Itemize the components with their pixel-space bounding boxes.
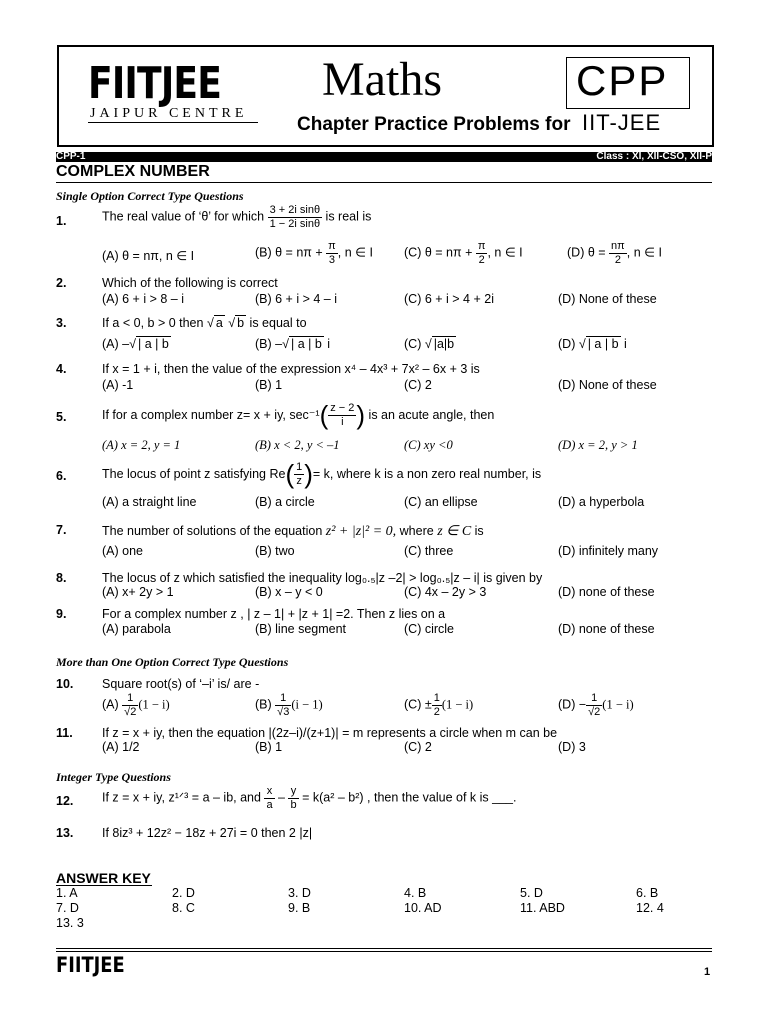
q6-number: 6. — [56, 469, 67, 483]
q11-text: If z = x + iy, then the equation |(2z–i)/(z+1)| = m represents a circle when m can be — [102, 726, 558, 740]
q6-option-d: (D) a hyperbola — [558, 495, 645, 509]
footer-rule-thin — [56, 951, 712, 952]
centre-label: JAIPUR CENTRE — [90, 106, 248, 121]
q12-text: If z = x + iy, z¹ᐟ³ = a – ib, and $\frac{x}{a}$ – $\frac{y}{b}$ = k(a² – b²) , then the value of k is ___. — [102, 785, 517, 811]
cpp-tag: CPP — [576, 57, 669, 104]
title-underline — [56, 182, 712, 183]
q10-option-a: (A) $\frac{1}{√2}$ (1 − i) — [102, 692, 170, 718]
answer-item: 12. 4 — [636, 901, 664, 915]
answer-item: 10. AD — [404, 901, 442, 915]
chapter-title: COMPLEX NUMBER — [56, 163, 210, 180]
q1-option-a: (A) θ = nπ, n ∈ I — [102, 249, 195, 263]
q9-option-d: (D) none of these — [558, 622, 655, 636]
q9-option-b: (B) line segment — [255, 622, 347, 636]
q8-option-a: (A) x+ 2y > 1 — [102, 585, 174, 599]
q6-option-a: (A) a straight line — [102, 495, 197, 509]
q3-text: If a < 0, b > 0 then √ a √ b is equal to — [102, 316, 307, 330]
q5-option-c: (C) xy <0 — [404, 438, 453, 452]
q6-option-c: (C) an ellipse — [404, 495, 478, 509]
centre-underline — [88, 122, 258, 123]
answer-item: 3. D — [288, 886, 311, 900]
footer-logo: FIITJEE — [56, 953, 125, 977]
q10-option-b: (B) $\frac{1}{√3}$ (i − 1) — [255, 692, 323, 718]
q1-option-d: (D) θ = $\frac{n\pi}{2}$ , n ∈ I — [567, 240, 662, 266]
q4-text: If x = 1 + i, then the value of the expression x⁴ – 4x³ + 7x² – 6x + 3 is — [102, 362, 480, 376]
q11-option-d: (D) 3 — [558, 740, 586, 754]
q12-number: 12. — [56, 794, 74, 808]
answer-item: 9. B — [288, 901, 311, 915]
answer-item: 7. D — [56, 901, 79, 915]
q1-text: The real value of ‘θ’ for which $\frac{\text{3 + 2i sinθ}}{\text{1 − 2i sinθ}}$ is real is — [102, 204, 372, 230]
answer-item: 13. 3 — [56, 916, 84, 930]
q13-text: If 8iz³ + 12z² − 18z + 27i = 0 then 2 |z| — [102, 826, 313, 840]
q7-text: The number of solutions of the equation z² + |z|² = 0, where z ∈ C is — [102, 524, 484, 539]
q13-number: 13. — [56, 826, 74, 840]
q4-option-c: (C) 2 — [404, 378, 432, 392]
subject-title: Maths — [322, 53, 442, 106]
q3-option-d: (D) √ | a | b i — [558, 337, 627, 351]
q4-option-b: (B) 1 — [255, 378, 283, 392]
class-info: Class : XI, XII-CSO, XII-P — [596, 151, 712, 162]
info-bar — [56, 152, 712, 162]
q2-option-d: (D) None of these — [558, 292, 657, 306]
answer-item: 1. A — [56, 886, 78, 900]
q6-text: The locus of point z satisfying Re( $\frac{1}{z}$ )= k, where k is a non zero real number, is — [102, 459, 542, 489]
q11-option-b: (B) 1 — [255, 740, 283, 754]
subtitle: Chapter Practice Problems for — [297, 114, 571, 135]
q10-option-c: (C) ± $\frac{1}{2}$ (1 − i) — [404, 692, 474, 718]
q2-number: 2. — [56, 276, 67, 290]
answer-item: 5. D — [520, 886, 543, 900]
q8-option-d: (D) none of these — [558, 585, 655, 599]
q9-option-a: (A) parabola — [102, 622, 171, 636]
q3-option-a: (A) –√ | a | b — [102, 337, 169, 351]
section-multiple: More than One Option Correct Type Questions — [56, 655, 289, 669]
q8-option-b: (B) x – y < 0 — [255, 585, 323, 599]
footer-rule — [56, 948, 712, 949]
q8-option-c: (C) 4x – 2y > 3 — [404, 585, 487, 599]
q1-option-c: (C) θ = nπ + $\frac{\pi}{2}$ , n ∈ I — [404, 240, 523, 266]
q10-number: 10. — [56, 677, 74, 691]
section-integer: Integer Type Questions — [56, 770, 171, 784]
q5-option-d: (D) x = 2, y > 1 — [558, 438, 638, 452]
answer-item: 11. ABD — [520, 901, 565, 915]
q5-option-a: (A) x = 2, y = 1 — [102, 438, 181, 452]
q7-option-b: (B) two — [255, 544, 295, 558]
answer-item: 2. D — [172, 886, 195, 900]
q1-number: 1. — [56, 214, 67, 228]
q2-option-a: (A) 6 + i > 8 – i — [102, 292, 184, 306]
exam-label: IIT-JEE — [582, 110, 662, 135]
q5-option-b: (B) x < 2, y < –1 — [255, 438, 340, 452]
answer-item: 8. C — [172, 901, 195, 915]
q1-option-b: (B) θ = nπ + $\frac{\pi}{3}$ , n ∈ I — [255, 240, 373, 266]
q2-option-c: (C) 6 + i > 4 + 2i — [404, 292, 494, 306]
q9-option-c: (C) circle — [404, 622, 454, 636]
q6-option-b: (B) a circle — [255, 495, 315, 509]
q4-number: 4. — [56, 362, 67, 376]
page-number: 1 — [704, 966, 711, 978]
q2-text: Which of the following is correct — [102, 276, 278, 290]
answer-item: 6. B — [636, 886, 659, 900]
q8-number: 8. — [56, 571, 67, 585]
q3-number: 3. — [56, 316, 67, 330]
answer-item: 4. B — [404, 886, 427, 900]
fiitjee-logo: FIITJEE — [88, 58, 222, 109]
q2-option-b: (B) 6 + i > 4 – i — [255, 292, 337, 306]
q3-option-b: (B) –√ | a | b i — [255, 337, 331, 351]
q7-number: 7. — [56, 523, 67, 537]
cpp-number: CPP-1 — [56, 151, 86, 162]
q9-number: 9. — [56, 607, 67, 621]
q11-option-c: (C) 2 — [404, 740, 432, 754]
q4-option-d: (D) None of these — [558, 378, 657, 392]
q10-option-d: (D) − $\frac{1}{√2}$ (1 − i) — [558, 692, 634, 718]
q9-text: For a complex number z , | z – 1| + |z + 1| =2. Then z lies on a — [102, 607, 446, 621]
section-single: Single Option Correct Type Questions — [56, 189, 244, 203]
q5-text: If for a complex number z= x + iy, sec⁻¹( $\frac{z - 2}{i}$ ) is an acute angle, then — [102, 400, 495, 430]
q8-text: The locus of z which satisfied the inequality log₀.₅|z –2| > log₀.₅|z – i| is given by — [102, 571, 543, 585]
q7-option-a: (A) one — [102, 544, 143, 558]
q11-number: 11. — [56, 726, 73, 740]
q11-option-a: (A) 1/2 — [102, 740, 140, 754]
answer-key-title: ANSWER KEY — [56, 870, 151, 886]
q7-option-d: (D) infinitely many — [558, 544, 659, 558]
q4-option-a: (A) -1 — [102, 378, 134, 392]
q5-number: 5. — [56, 410, 67, 424]
q7-option-c: (C) three — [404, 544, 454, 558]
q3-option-c: (C) √ |a|b — [404, 337, 455, 351]
q1-fraction: $\frac{\text{3 + 2i sinθ}}{\text{1 − 2i sinθ}}$ — [269, 204, 321, 230]
q10-text: Square root(s) of ‘–i’ is/ are - — [102, 677, 260, 691]
